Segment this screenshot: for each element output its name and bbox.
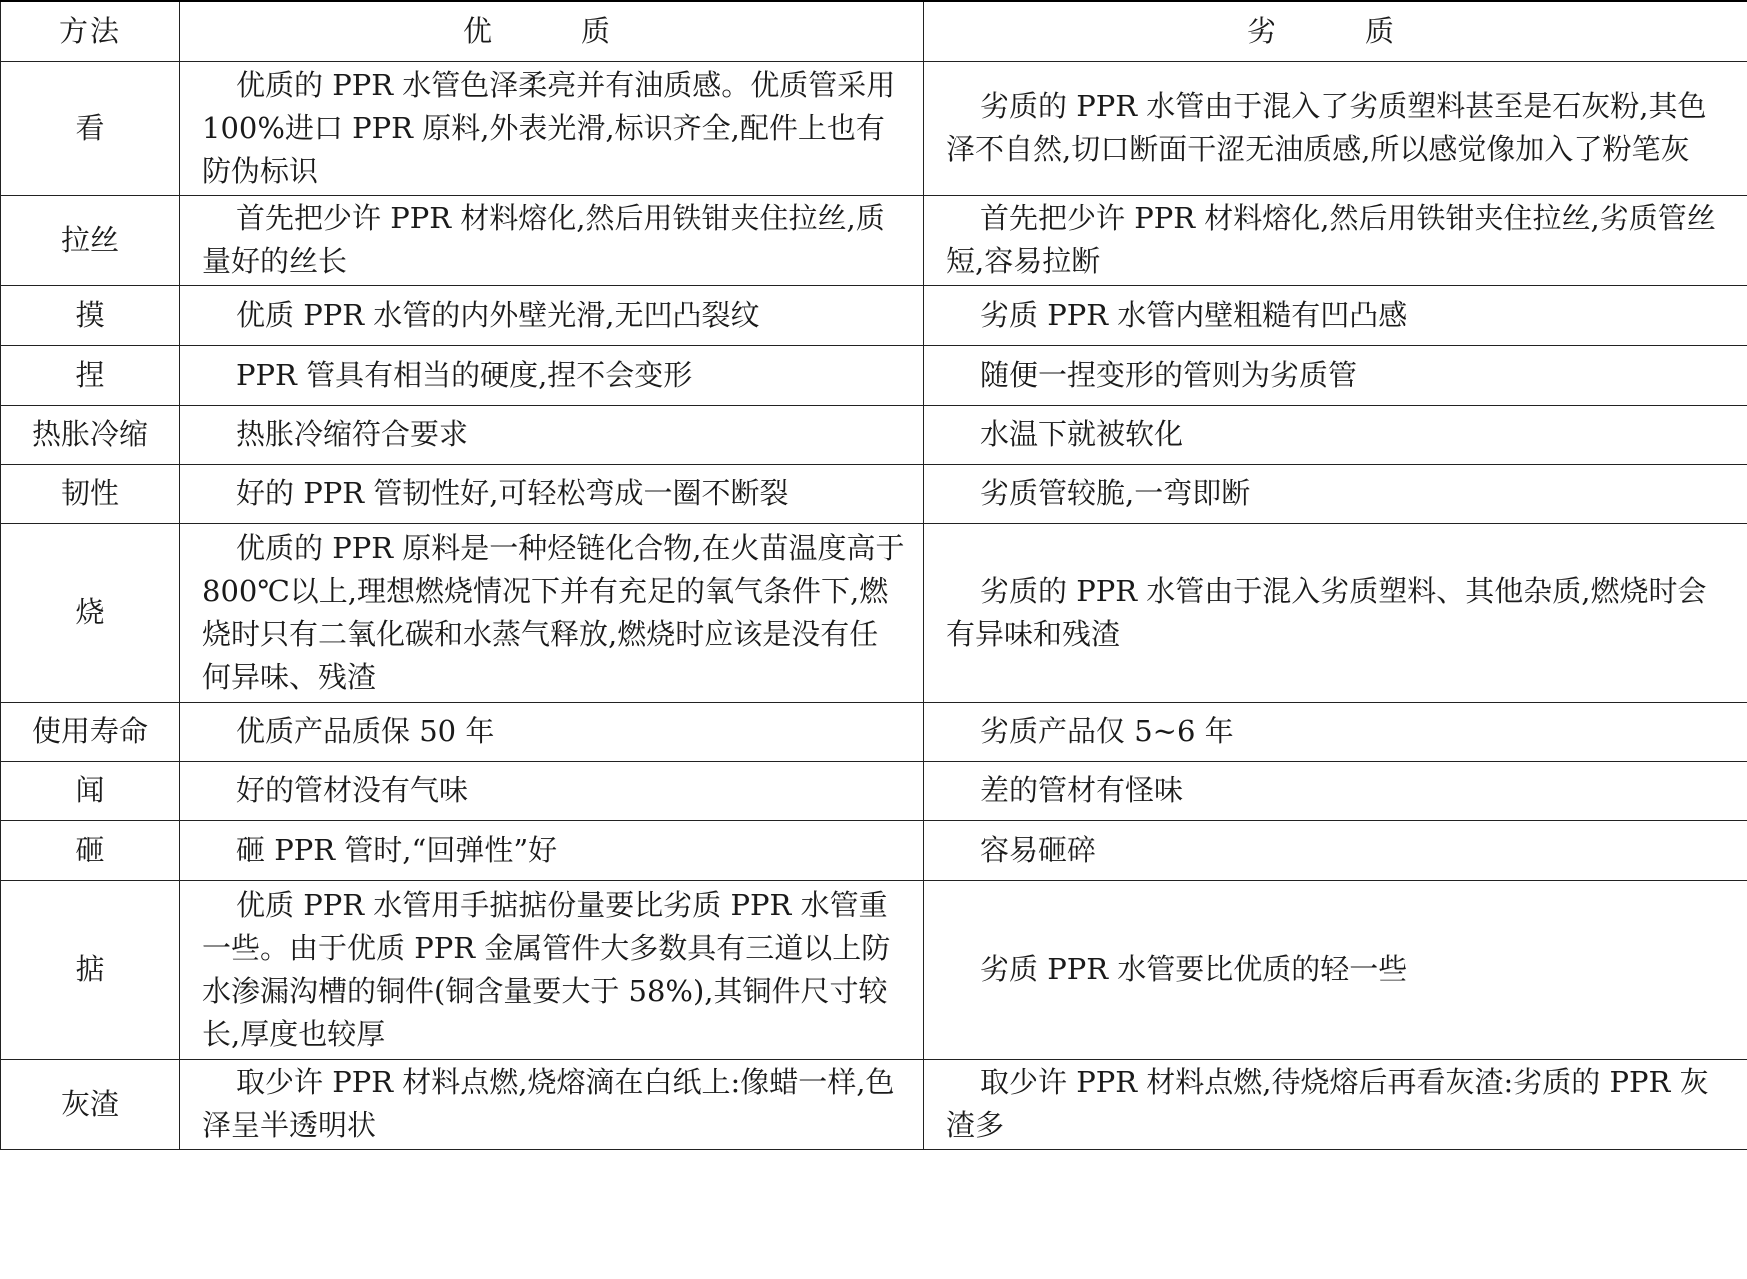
- good-cell: [180, 523, 924, 702]
- good-text: 取少许 PPR 材料点燃,烧熔滴在白纸上:像蜡一样,色泽呈半透明状: [202, 1065, 895, 1142]
- bad-text: 劣质的 PPR 水管由于混入了劣质塑料甚至是石灰粉,其色泽不自然,切口断面干涩无油质感,所以感觉像加入了粉笔灰: [946, 89, 1707, 166]
- table-row: [1, 820, 1747, 880]
- bad-cell: [924, 345, 1747, 405]
- method-cell: 灰渣: [1, 1059, 180, 1149]
- good-text: 好的管材没有气味: [236, 773, 469, 807]
- good-cell: [180, 880, 924, 1059]
- bad-text: 劣质 PPR 水管要比优质的轻一些: [980, 952, 1408, 986]
- header-good: 优 质: [180, 1, 924, 61]
- bad-cell: [924, 285, 1747, 345]
- header-row: [1, 1, 1747, 61]
- good-text: 砸 PPR 管时,“回弹性”好: [236, 832, 558, 867]
- table-row: [1, 523, 1747, 702]
- table-row: [1, 702, 1747, 761]
- table-row: [1, 761, 1747, 820]
- table-row: [1, 1059, 1747, 1149]
- table-row: [1, 285, 1747, 345]
- bad-cell: [924, 820, 1747, 880]
- good-text: 优质 PPR 水管用手掂掂份量要比劣质 PPR 水管重一些。由于优质 PPR 金属管件大多数具有三道以上防水渗漏沟槽的铜件(铜含量要大于 58%),其铜件尺寸较长,厚度也较厚: [202, 887, 891, 1051]
- bad-text: 取少许 PPR 材料点燃,待烧熔后再看灰渣:劣质的 PPR 灰渣多: [946, 1065, 1709, 1142]
- bad-text: 首先把少许 PPR 材料熔化,然后用铁钳夹住拉丝,劣质管丝短,容易拉断: [946, 201, 1716, 278]
- bad-text: 劣质管较脆,一弯即断: [980, 476, 1251, 510]
- method-cell: 捏: [1, 345, 180, 405]
- good-cell: [180, 405, 924, 464]
- good-text: PPR 管具有相当的硬度,捏不会变形: [236, 357, 693, 392]
- good-text: 优质产品质保 50 年: [236, 714, 495, 748]
- bad-cell: [924, 761, 1747, 820]
- bad-cell: [924, 405, 1747, 464]
- header-bad: 劣 质: [924, 1, 1747, 61]
- bad-cell: [924, 61, 1747, 195]
- good-cell: [180, 195, 924, 285]
- good-cell: [180, 285, 924, 345]
- bad-cell: [924, 702, 1747, 761]
- table-row: [1, 345, 1747, 405]
- table-row: [1, 405, 1747, 464]
- bad-text: 水温下就被软化: [980, 417, 1184, 451]
- bad-cell: [924, 195, 1747, 285]
- bad-cell: [924, 1059, 1747, 1149]
- bad-text: 劣质的 PPR 水管由于混入劣质塑料、其他杂质,燃烧时会有异味和残渣: [946, 573, 1707, 651]
- method-cell: 闻: [1, 761, 180, 820]
- bad-text: 差的管材有怪味: [980, 773, 1184, 807]
- good-text: 优质 PPR 水管的内外壁光滑,无凹凸裂纹: [236, 297, 760, 332]
- bad-cell: [924, 464, 1747, 523]
- bad-text: 劣质 PPR 水管内壁粗糙有凹凸感: [980, 297, 1408, 332]
- method-cell: 使用寿命: [1, 702, 180, 761]
- bad-cell: [924, 880, 1747, 1059]
- good-text: 优质的 PPR 水管色泽柔亮并有油质感。优质管采用 100%进口 PPR 原料,外表光滑,标识齐全,配件上也有防伪标识: [202, 67, 896, 188]
- good-cell: [180, 1059, 924, 1149]
- method-cell: 拉丝: [1, 195, 180, 285]
- method-cell: 掂: [1, 880, 180, 1059]
- good-text: 热胀冷缩符合要求: [236, 417, 469, 451]
- bad-text: 容易砸碎: [980, 832, 1097, 867]
- good-cell: [180, 702, 924, 761]
- method-cell: 韧性: [1, 464, 180, 523]
- table-row: [1, 464, 1747, 523]
- table-row: [1, 880, 1747, 1059]
- good-cell: [180, 61, 924, 195]
- bad-cell: [924, 523, 1747, 702]
- header-method: 方法: [1, 1, 180, 61]
- good-cell: [180, 820, 924, 880]
- table-row: [1, 61, 1747, 195]
- method-cell: 看: [1, 61, 180, 195]
- bad-text: 劣质产品仅 5~6 年: [980, 714, 1234, 748]
- good-text: 好的 PPR 管韧性好,可轻松弯成一圈不断裂: [236, 476, 789, 510]
- good-cell: [180, 345, 924, 405]
- bad-text: 随便一捏变形的管则为劣质管: [980, 357, 1358, 392]
- method-cell: 摸: [1, 285, 180, 345]
- method-cell: 热胀冷缩: [1, 405, 180, 464]
- table-row: [1, 195, 1747, 285]
- method-cell: 烧: [1, 523, 180, 702]
- good-text: 优质的 PPR 原料是一种烃链化合物,在火苗温度高于 800℃以上,理想燃烧情况下并有充足的氧气条件下,燃烧时只有二氧化碳和水蒸气释放,燃烧时应该是没有任何异味、残渣: [202, 530, 905, 694]
- good-cell: [180, 761, 924, 820]
- method-cell: 砸: [1, 820, 180, 880]
- good-text: 首先把少许 PPR 材料熔化,然后用铁钳夹住拉丝,质量好的丝长: [202, 201, 885, 278]
- good-cell: [180, 464, 924, 523]
